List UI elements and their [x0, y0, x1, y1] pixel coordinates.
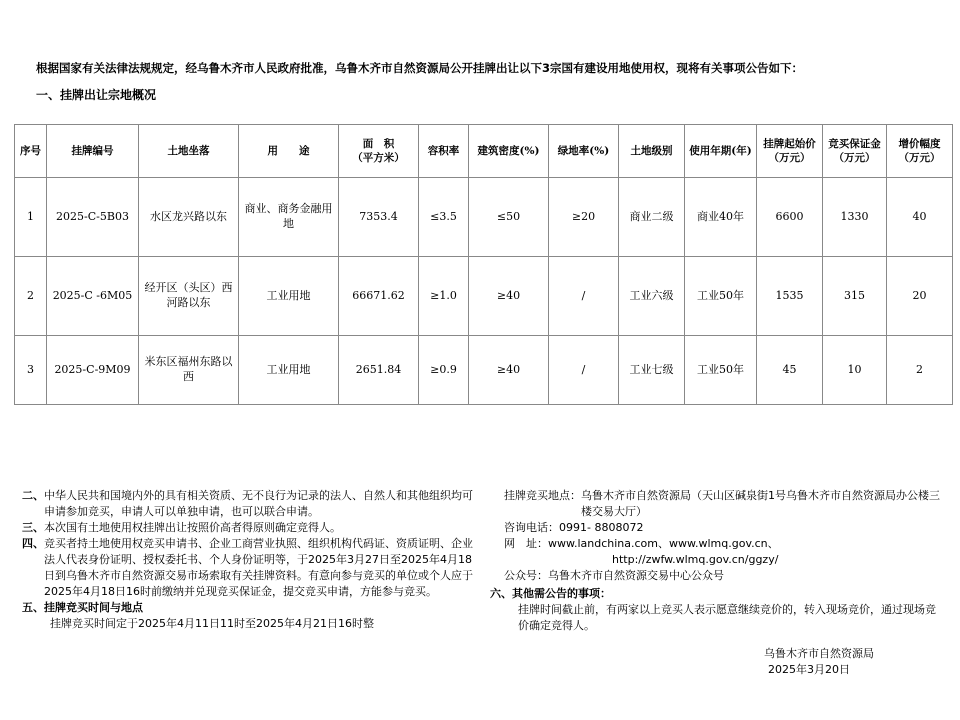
table-header-cell: 土地级别: [619, 125, 685, 178]
table-cell: ≥20: [549, 178, 619, 257]
right-column: [490, 488, 940, 678]
table-cell: 2: [15, 257, 47, 336]
section2: [22, 488, 482, 520]
table-row: [15, 178, 953, 257]
table-header-cell: 土地坐落: [139, 125, 239, 178]
table-header-cell: 建筑密度(%): [469, 125, 549, 178]
table-cell: 工业七级: [619, 336, 685, 405]
section4-number: 四、: [22, 537, 44, 550]
section5-text: 挂牌竞买时间定于2025年4月11日11时至2025年4月21日16时整: [50, 617, 374, 630]
table-cell: 工业六级: [619, 257, 685, 336]
table-cell: 商业40年: [685, 178, 757, 257]
left-column: [22, 488, 482, 632]
section6-title: 六、其他需公告的事项：: [490, 587, 611, 600]
table-row: [15, 257, 953, 336]
table-cell: ≥40: [469, 336, 549, 405]
table-cell: ≥1.0: [419, 257, 469, 336]
table-cell: /: [549, 257, 619, 336]
section3-number: 三、: [22, 521, 44, 534]
table-cell: 商业二级: [619, 178, 685, 257]
section2-text: 中华人民共和国境内外的具有相关资质、无不良行为记录的法人、自然人和其他组织均可申请参加竞买，申请人可以单独申请，也可以联合申请。: [44, 489, 473, 518]
table-cell: 1330: [823, 178, 887, 257]
signature: 乌鲁木齐市自然资源局: [764, 647, 874, 660]
table-cell: 10: [823, 336, 887, 405]
table-cell: 45: [757, 336, 823, 405]
table-cell: 3: [15, 336, 47, 405]
section5-title: 五、挂牌竞买时间与地点: [22, 601, 143, 614]
table-cell: 2: [887, 336, 953, 405]
table-cell: 工业50年: [685, 336, 757, 405]
section3: [22, 520, 482, 536]
section1-title: 一、挂牌出让宗地概况: [36, 88, 157, 102]
table-cell: 7353.4: [339, 178, 419, 257]
table-cell: 工业用地: [239, 257, 339, 336]
wechat-text: 公众号：乌鲁木齐市自然资源交易中心公众号: [504, 569, 724, 582]
website-line: [490, 536, 940, 552]
table-header-cell: 用 途: [239, 125, 339, 178]
table-cell: 工业50年: [685, 257, 757, 336]
table-cell: 1535: [757, 257, 823, 336]
table-cell: 1: [15, 178, 47, 257]
table-header-cell: 使用年期(年): [685, 125, 757, 178]
table-header-cell: 增价幅度 （万元）: [887, 125, 953, 178]
table-header-cell: 序号: [15, 125, 47, 178]
table-header-cell: 竞买保证金 （万元）: [823, 125, 887, 178]
table-cell: ≤50: [469, 178, 549, 257]
section4-text: 竞买者持土地使用权竞买申请书、企业工商营业执照、组织机构代码证、资质证明、企业法人代表身份证明、授权委托书、个人身份证明等，于2025年3月27日至2025年4月18日到乌鲁木齐市自然资源交易市场索取有关挂牌资料。有意向参与竞买的单位或个人应于2025年4月18日16时前缴纳并兑现竞买保证金，提交竞买申请，方能参与竞买。: [44, 537, 473, 598]
table-cell: 2025-C -6M05: [47, 257, 139, 336]
table-cell: 米东区福州东路以西: [139, 336, 239, 405]
table-row: [15, 336, 953, 405]
table-header-cell: 面 积 （平方米）: [339, 125, 419, 178]
location-text: 乌鲁木齐市自然资源局（天山区碱泉街1号乌鲁木齐市自然资源局办公楼三楼交易大厅）: [581, 489, 940, 518]
website-link-1[interactable]: www.landchina.com、www.wlmq.gov.cn、: [548, 537, 779, 550]
table-cell: 66671.62: [339, 257, 419, 336]
table-header-cell: 容积率: [419, 125, 469, 178]
table-cell: ≤3.5: [419, 178, 469, 257]
table-header-row: [15, 125, 953, 178]
table-header-cell: 挂牌起始价 （万元）: [757, 125, 823, 178]
table-cell: 2025-C-5B03: [47, 178, 139, 257]
intro-paragraph: 根据国家有关法律法规规定，经乌鲁木齐市人民政府批准，乌鲁木齐市自然资源局公开挂牌出让以下3宗国有建设用地使用权，现将有关事项公告如下：: [36, 61, 803, 75]
table-cell: 20: [887, 257, 953, 336]
table-cell: 40: [887, 178, 953, 257]
table-cell: ≥0.9: [419, 336, 469, 405]
section2-number: 二、: [22, 489, 44, 502]
website-link-2[interactable]: http://zwfw.wlmq.gov.cn/ggzy/: [612, 553, 779, 566]
phone-text: 咨询电话：0991- 8808072: [504, 521, 644, 534]
section6-text: 挂牌时间截止前，有两家以上竞买人表示愿意继续竞价的，转入现场竞价，通过现场竞价确定竞得人。: [518, 603, 936, 632]
table-cell: /: [549, 336, 619, 405]
section4: [22, 536, 482, 600]
table-header-cell: 绿地率(%): [549, 125, 619, 178]
table-cell: 2025-C-9M09: [47, 336, 139, 405]
website-label: 网 址：: [504, 537, 548, 550]
bidding-location: [490, 488, 940, 520]
table-cell: 商业、商务金融用地: [239, 178, 339, 257]
section3-text: 本次国有土地使用权挂牌出让按照价高者得原则确定竞得人。: [44, 521, 341, 534]
location-label: 挂牌竞买地点：: [504, 489, 581, 502]
land-table: [14, 124, 953, 405]
table-cell: 水区龙兴路以东: [139, 178, 239, 257]
table-header-cell: 挂牌编号: [47, 125, 139, 178]
table-cell: 315: [823, 257, 887, 336]
date: 2025年3月20日: [768, 663, 850, 676]
table-cell: 工业用地: [239, 336, 339, 405]
table-cell: ≥40: [469, 257, 549, 336]
table-cell: 2651.84: [339, 336, 419, 405]
table-cell: 经开区（头区）西河路以东: [139, 257, 239, 336]
table-cell: 6600: [757, 178, 823, 257]
